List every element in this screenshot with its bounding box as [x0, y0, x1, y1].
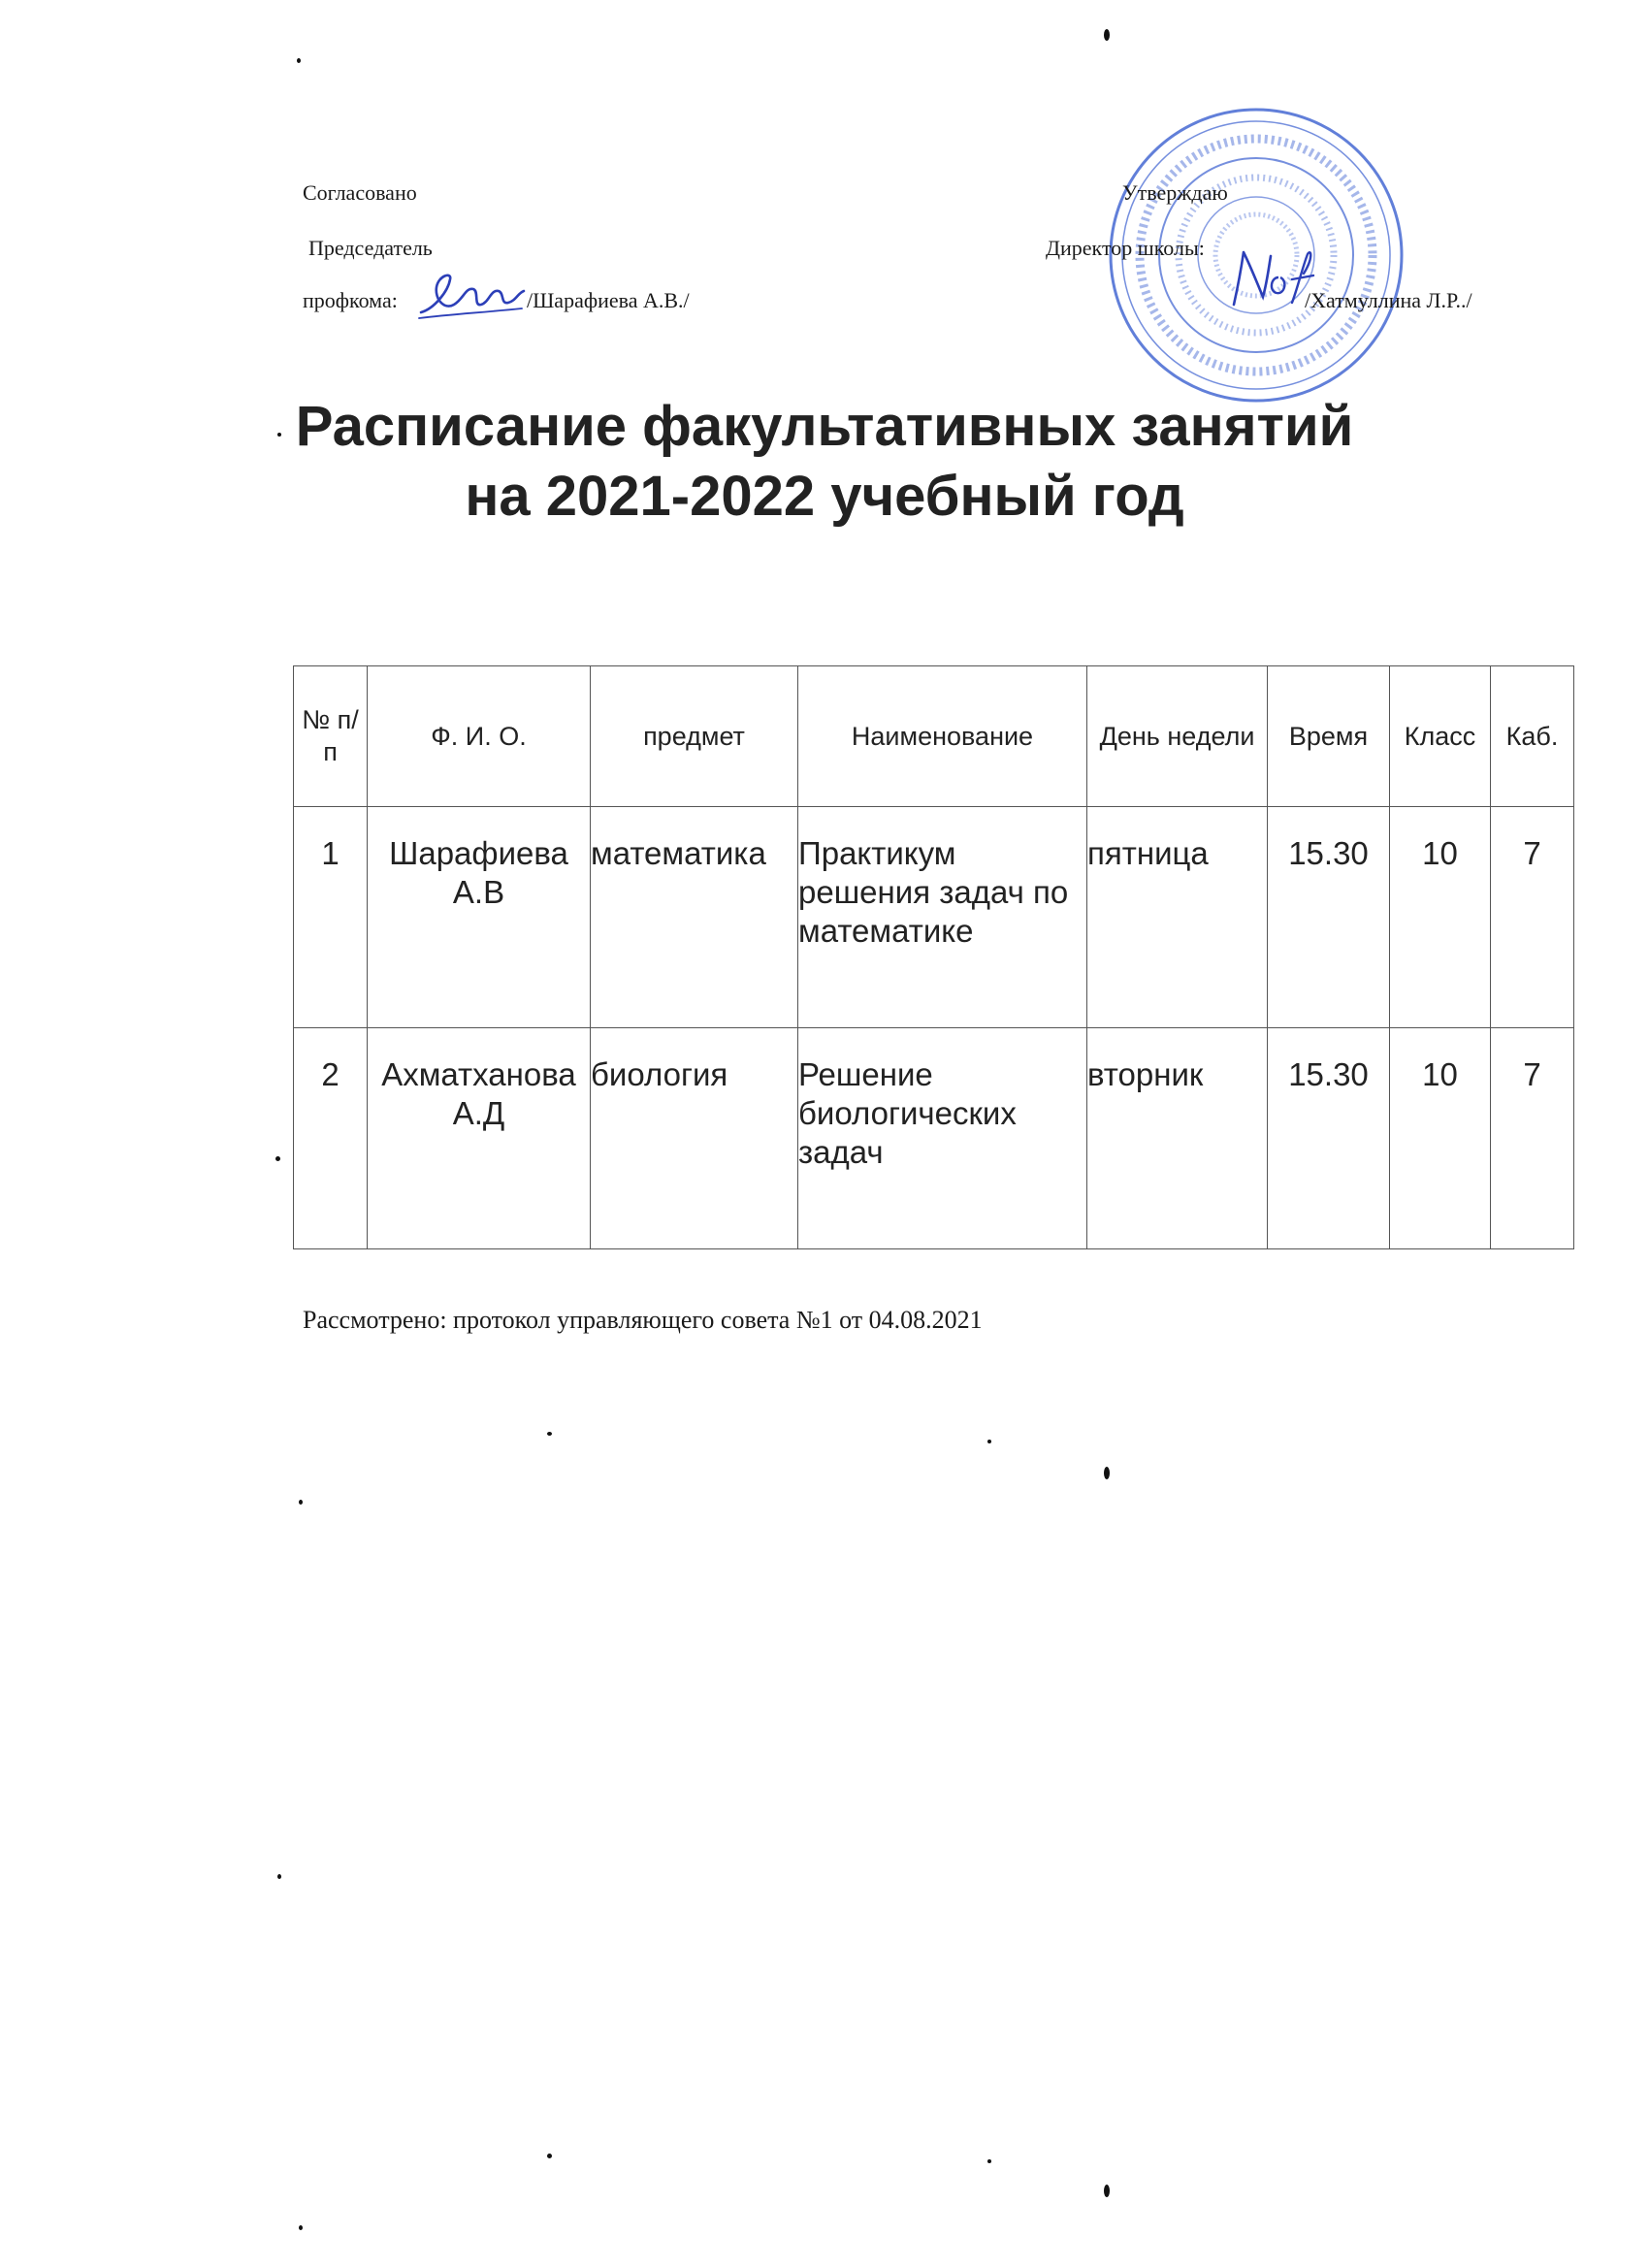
director-signature: [1224, 244, 1317, 316]
scan-speck: [1104, 29, 1110, 41]
scan-speck: [1104, 1467, 1110, 1479]
cell-room: 7: [1491, 807, 1574, 1028]
table-row: [294, 807, 1574, 1028]
cell-fio: Ахматханова А.Д: [368, 1028, 591, 1249]
scan-speck: [299, 1500, 303, 1505]
cell-num: 2: [294, 1028, 368, 1249]
scan-speck: [277, 433, 281, 437]
title-line-1: Расписание факультативных занятий: [295, 395, 1354, 458]
cell-name: Решение биологических задач: [798, 1028, 1087, 1249]
document-title: [0, 392, 1649, 532]
title-line-2: на 2021-2022 учебный год: [465, 465, 1184, 528]
header-day: День недели: [1087, 666, 1268, 807]
cell-subject: биология: [591, 1028, 798, 1249]
chair-signature: [415, 270, 530, 324]
header-room: Каб.: [1491, 666, 1574, 807]
cell-day: пятница: [1087, 807, 1268, 1028]
union-label: профкома:: [303, 288, 398, 312]
cell-time: 15.30: [1268, 1028, 1390, 1249]
cell-time: 15.30: [1268, 807, 1390, 1028]
cell-name: Практикум решения задач по математике: [798, 807, 1087, 1028]
scan-speck: [987, 1440, 991, 1443]
table-header-row: [294, 666, 1574, 807]
confirm-label: Утверждаю: [1122, 180, 1228, 205]
header-subject: предмет: [591, 666, 798, 807]
scan-speck: [987, 2159, 991, 2163]
chair-name: /Шарафиева А.В./: [527, 288, 690, 312]
schedule-table: [293, 665, 1574, 1249]
header-fio: Ф. И. О.: [368, 666, 591, 807]
header-grade: Класс: [1390, 666, 1491, 807]
director-label: Директор школы:: [1046, 236, 1205, 260]
cell-room: 7: [1491, 1028, 1574, 1249]
cell-num: 1: [294, 807, 368, 1028]
cell-grade: 10: [1390, 807, 1491, 1028]
cell-day: вторник: [1087, 1028, 1268, 1249]
cell-grade: 10: [1390, 1028, 1491, 1249]
scan-speck: [275, 1156, 280, 1161]
table-row: [294, 1028, 1574, 1249]
scan-speck: [547, 1432, 552, 1436]
scan-speck: [547, 2154, 552, 2158]
director-name: /Хатмуллина Л.Р../: [1305, 288, 1472, 312]
footer-note: Рассмотрено: протокол управляющего совета №1 от 04.08.2021: [303, 1306, 983, 1334]
scan-speck: [297, 58, 301, 63]
chair-label: Председатель: [308, 236, 433, 260]
scan-speck: [299, 2225, 303, 2230]
header-num: № п/п: [294, 666, 368, 807]
cell-fio: Шарафиева А.В: [368, 807, 591, 1028]
cell-subject: математика: [591, 807, 798, 1028]
header-name: Наименование: [798, 666, 1087, 807]
header-time: Время: [1268, 666, 1390, 807]
scan-speck: [1104, 2185, 1110, 2197]
scan-speck: [277, 1874, 281, 1879]
approved-label: Согласовано: [303, 180, 417, 205]
